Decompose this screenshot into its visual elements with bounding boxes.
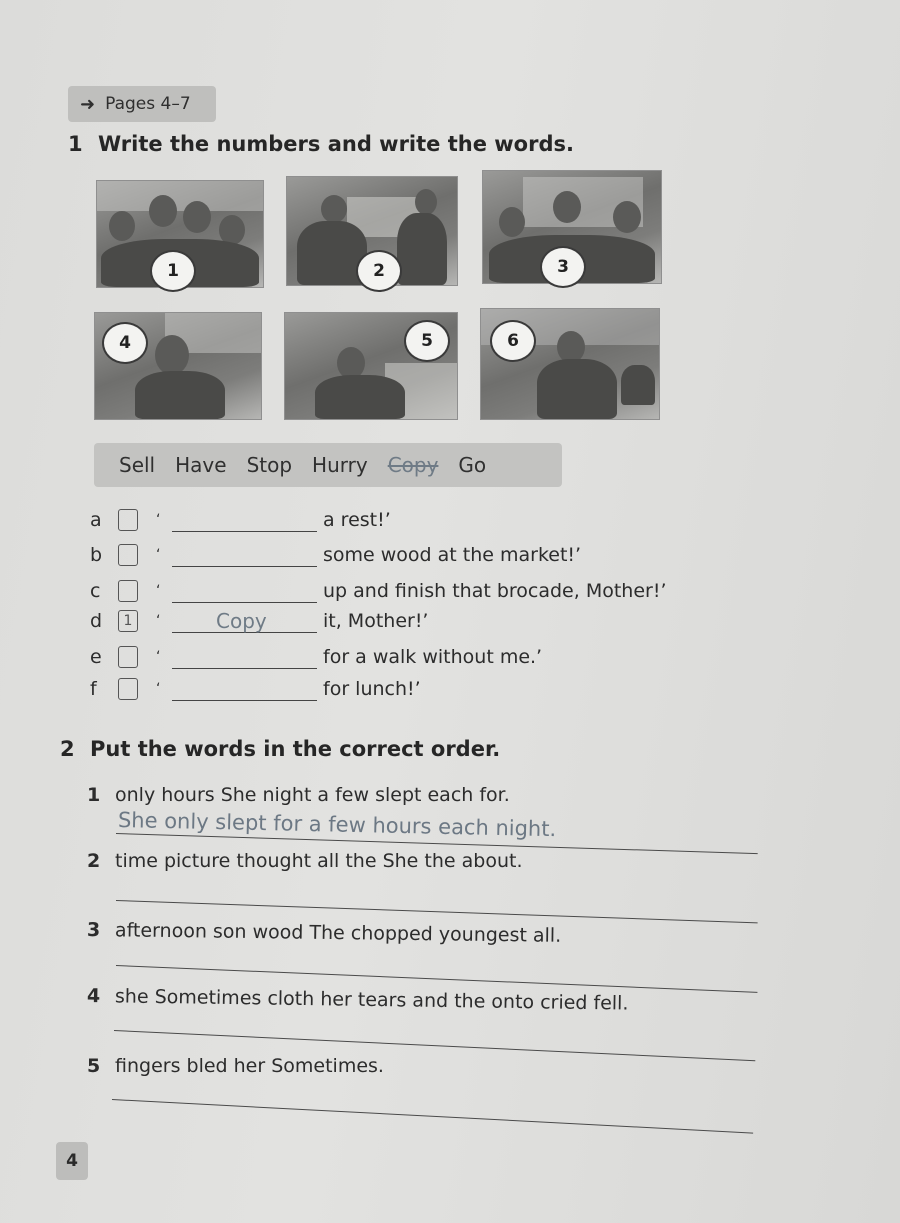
sentence-number: 5 — [87, 1055, 101, 1077]
arrow-right-icon: ➜ — [80, 93, 96, 115]
word-bank-item: Have — [175, 453, 227, 477]
quote-mark: ‘ — [156, 583, 161, 599]
item-letter: a — [90, 509, 102, 531]
quote-mark: ‘ — [156, 512, 161, 528]
exercise-1-item-e — [90, 642, 542, 672]
pages-label: Pages 4–7 — [105, 94, 191, 114]
picture-number-2: 2 — [356, 250, 402, 292]
item-text: a rest!’ — [323, 509, 391, 531]
sentence-number: 3 — [86, 919, 101, 942]
page-number: 4 — [56, 1142, 88, 1180]
sentence-number: 2 — [87, 850, 101, 872]
answer-number-box[interactable] — [118, 580, 138, 602]
sentence-item-3 — [87, 919, 561, 947]
exercise-1-item-d — [90, 606, 428, 636]
picture-number-1: 1 — [150, 250, 196, 292]
picture-number-5: 5 — [404, 320, 450, 362]
answer-blank[interactable]: Copy — [172, 609, 317, 633]
item-text: it, Mother!’ — [323, 610, 429, 632]
pages-reference-tab — [68, 86, 216, 122]
answer-number-box[interactable] — [118, 646, 138, 668]
quote-mark: ‘ — [156, 613, 161, 629]
exercise-1-item-c — [90, 576, 666, 606]
sentence-answer-1[interactable]: She only slept for a few hours each night. — [117, 808, 557, 842]
sentence-item-2 — [87, 850, 523, 872]
item-text: up and finish that brocade, Mother!’ — [323, 580, 667, 602]
word-bank-item: Go — [458, 453, 487, 477]
item-letter: f — [90, 678, 97, 700]
answer-number-box[interactable]: 1 — [118, 610, 138, 632]
sentence-number: 1 — [87, 784, 101, 806]
sentence-number: 4 — [86, 985, 101, 1008]
picture-number-3: 3 — [540, 246, 586, 288]
answer-number-box[interactable] — [118, 678, 138, 700]
item-letter: b — [90, 544, 103, 566]
item-letter: d — [90, 610, 103, 632]
exercise-1-item-f — [90, 674, 421, 704]
scrambled-words: afternoon son wood The chopped youngest all. — [114, 919, 562, 947]
item-text: some wood at the market!’ — [323, 544, 582, 566]
scrambled-words: only hours She night a few slept each for. — [115, 784, 510, 806]
answer-line-5[interactable] — [112, 1099, 753, 1134]
exercise-1-item-b — [90, 540, 581, 570]
item-letter: e — [90, 646, 102, 668]
picture-number-4: 4 — [102, 322, 148, 364]
answer-blank[interactable] — [172, 579, 317, 603]
sentence-item-4 — [87, 985, 629, 1015]
exercise-2-number: 2 — [60, 737, 75, 761]
quote-mark: ‘ — [156, 649, 161, 665]
quote-mark: ‘ — [156, 681, 161, 697]
answer-blank[interactable] — [172, 508, 317, 532]
word-bank — [94, 443, 562, 487]
item-text: for a walk without me.’ — [323, 646, 543, 668]
exercise-2-instruction: Put the words in the correct order. — [90, 737, 501, 761]
item-text: for lunch!’ — [323, 678, 421, 700]
item-letter: c — [90, 580, 101, 602]
exercise-1-instruction: Write the numbers and write the words. — [98, 132, 574, 156]
sentence-item-5 — [87, 1055, 384, 1077]
answer-number-box[interactable] — [118, 544, 138, 566]
answer-blank[interactable] — [172, 543, 317, 567]
sentence-item-1 — [87, 784, 510, 806]
answer-blank[interactable] — [172, 677, 317, 701]
scrambled-words: fingers bled her Sometimes. — [115, 1055, 384, 1077]
word-bank-item: Sell — [119, 453, 156, 477]
exercise-1-number: 1 — [68, 132, 83, 156]
exercise-1-title — [68, 132, 574, 156]
word-bank-item-crossed: Copy — [387, 453, 439, 477]
answer-number-box[interactable] — [118, 509, 138, 531]
exercise-1-item-a — [90, 505, 391, 535]
exercise-2-title — [60, 737, 500, 761]
quote-mark: ‘ — [156, 547, 161, 563]
scrambled-words: she Sometimes cloth her tears and the onto cried fell. — [114, 985, 629, 1015]
picture-number-6: 6 — [490, 320, 536, 362]
word-bank-item: Hurry — [312, 453, 368, 477]
scrambled-words: time picture thought all the She the about. — [115, 850, 523, 872]
word-bank-item: Stop — [246, 453, 293, 477]
answer-blank[interactable] — [172, 645, 317, 669]
